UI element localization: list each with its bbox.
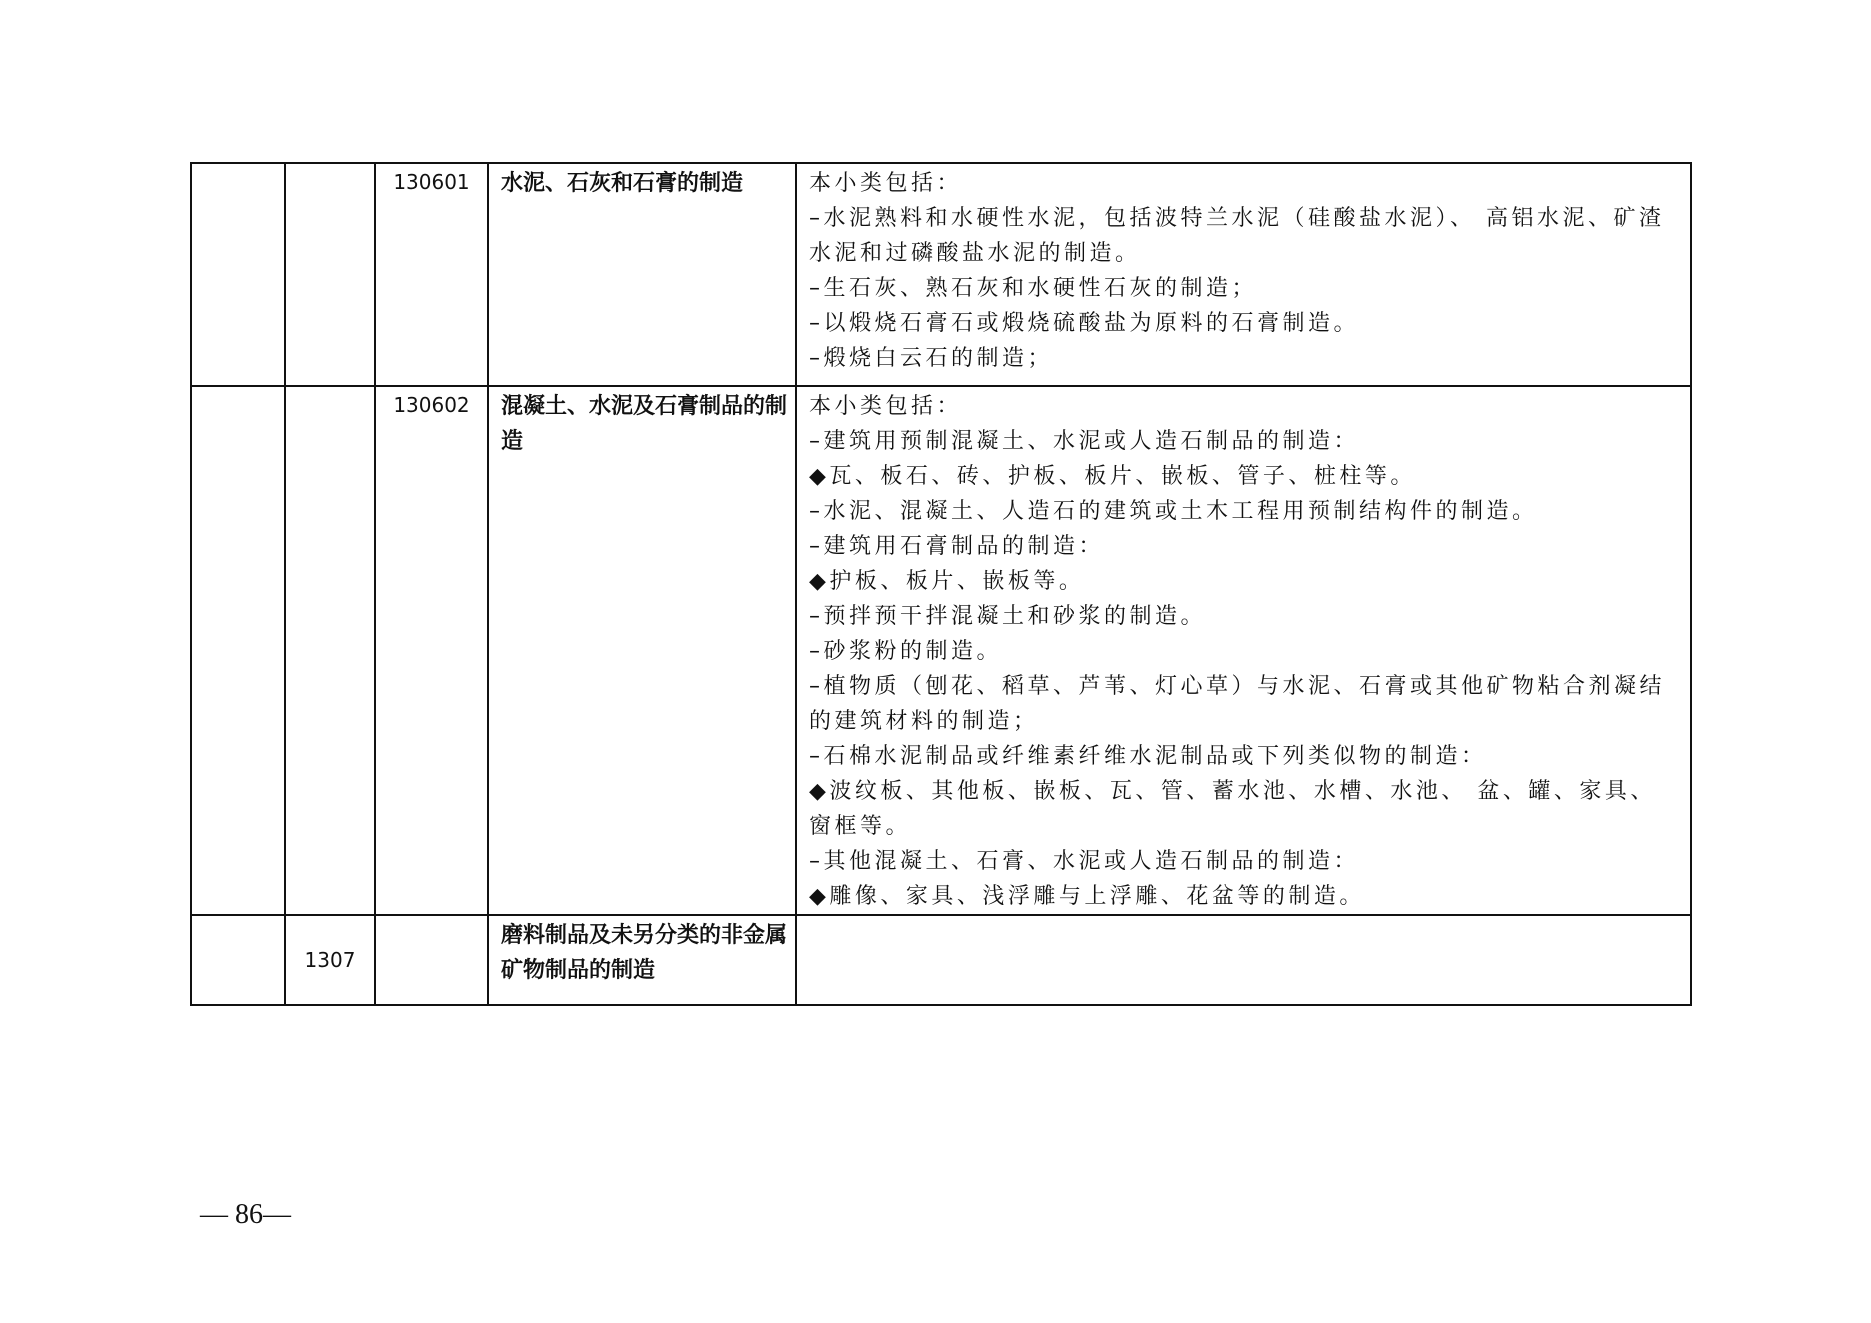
description-cell <box>796 915 1691 1005</box>
table-row <box>191 386 1691 915</box>
class-name-cell: 水泥、石灰和石膏的制造 <box>488 163 796 386</box>
description-line: –预拌预干拌混凝土和砂浆的制造。 <box>809 604 1207 629</box>
category-cell <box>191 915 285 1005</box>
description-line: ◆护板、板片、嵌板等。 <box>809 569 1085 594</box>
description-line: ◆雕像、家具、浅浮雕与上浮雕、花盆等的制造。 <box>809 884 1365 909</box>
description-line: –煅烧白云石的制造； <box>809 346 1054 371</box>
group-name-cell: 磨料制品及未另分类的非金属矿物制品的制造 <box>488 915 796 1005</box>
description-cell <box>796 163 1691 386</box>
group-cell <box>285 163 375 386</box>
description-line: ◆波纹板、其他板、嵌板、瓦、管、蓄水池、水槽、水池、 盆、罐、家具、窗框等。 <box>809 779 1656 839</box>
page-number: — 86— <box>200 1199 291 1230</box>
class-code-cell <box>375 915 488 1005</box>
group-cell <box>285 386 375 915</box>
description-line: –砂浆粉的制造。 <box>809 639 1003 664</box>
category-cell <box>191 163 285 386</box>
description-line: –水泥熟料和水硬性水泥，包括波特兰水泥（硅酸盐水泥）、 高铝水泥、矿渣水泥和过磷酸盐水泥的制造。 <box>809 206 1665 266</box>
description-line: –水泥、混凝土、人造石的建筑或土木工程用预制结构件的制造。 <box>809 499 1538 524</box>
description-line: ◆瓦、板石、砖、护板、板片、嵌板、管子、桩柱等。 <box>809 464 1416 489</box>
description-line: –植物质（刨花、稻草、芦苇、灯心草）与水泥、石膏或其他矿物粘合剂凝结的建筑材料的制造； <box>809 674 1666 734</box>
table-row <box>191 163 1691 386</box>
description-cell <box>796 386 1691 915</box>
group-code-cell: 1307 <box>285 915 375 1005</box>
description-line: –建筑用预制混凝土、水泥或人造石制品的制造： <box>809 429 1360 454</box>
table-row <box>191 915 1691 1005</box>
description-line: –其他混凝土、石膏、水泥或人造石制品的制造： <box>809 849 1360 874</box>
class-code-cell: 130601 <box>375 163 488 386</box>
class-code-cell: 130602 <box>375 386 488 915</box>
description-line: 本小类包括： <box>809 394 963 419</box>
category-cell <box>191 386 285 915</box>
classification-table <box>190 162 1692 1006</box>
description-line: –建筑用石膏制品的制造： <box>809 534 1105 559</box>
description-line: –生石灰、熟石灰和水硬性石灰的制造； <box>809 276 1258 301</box>
description-line: –以煅烧石膏石或煅烧硫酸盐为原料的石膏制造。 <box>809 311 1360 336</box>
description-line: 本小类包括： <box>809 171 963 196</box>
description-line: –石棉水泥制品或纤维素纤维水泥制品或下列类似物的制造： <box>809 744 1487 769</box>
class-name-cell: 混凝土、水泥及石膏制品的制造 <box>488 386 796 915</box>
